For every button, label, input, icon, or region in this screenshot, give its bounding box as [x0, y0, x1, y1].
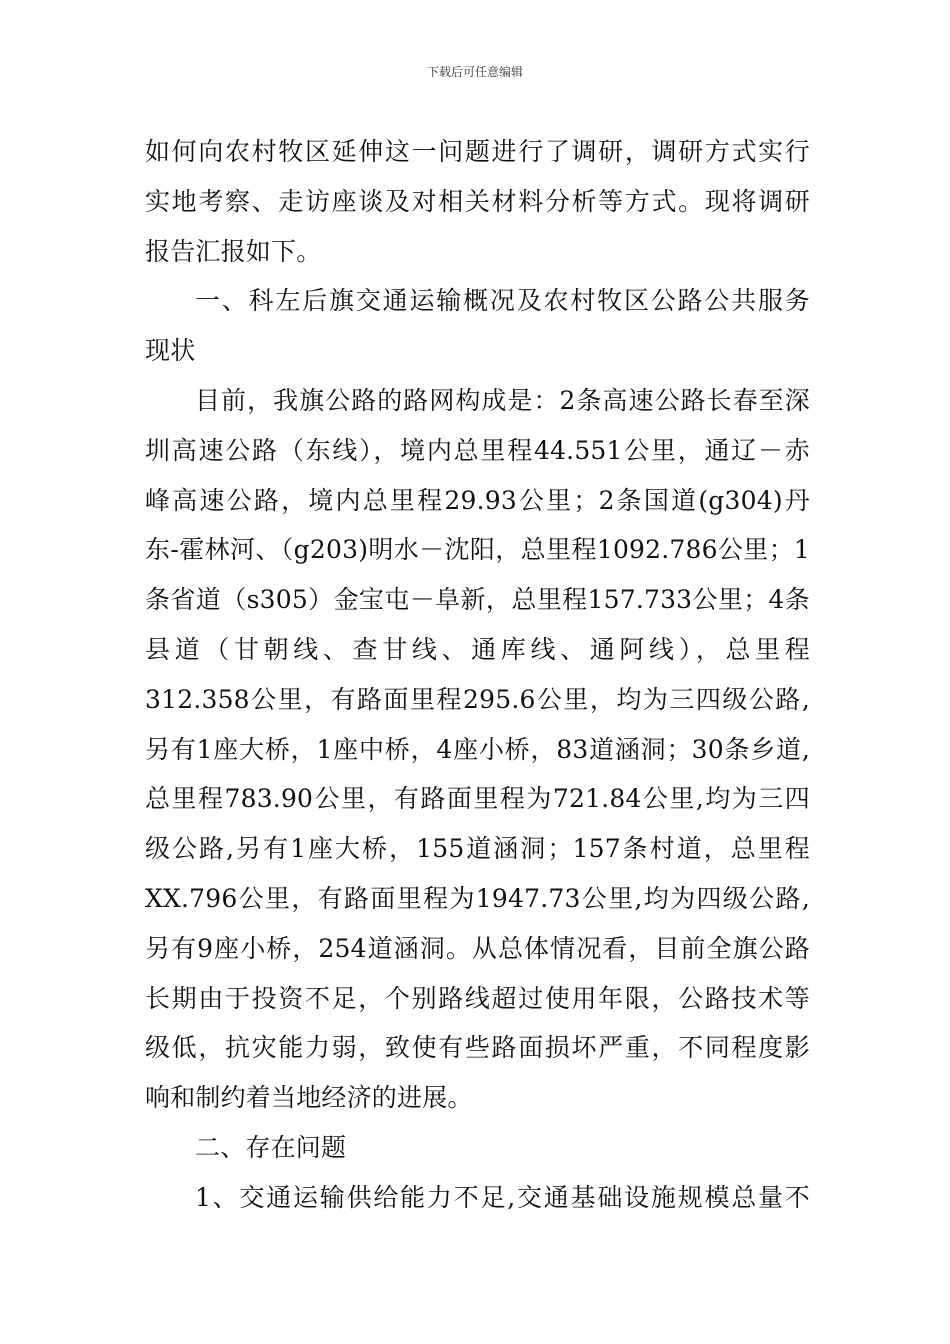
text-line: 县道（甘朝线、查甘线、通库线、通阿线），总里程 [145, 634, 810, 664]
text-line: 总里程783.90公里，有路面里程为721.84公里,均为三四 [145, 784, 810, 814]
text-line: 1、交通运输供给能力不足,交通基础设施规模总量不 [195, 1182, 810, 1212]
text-line: 东-霍林河、（g203)明水－沈阳，总里程1092.786公里；1 [145, 535, 810, 565]
text-line: 响和制约着当地经济的进展。 [145, 1083, 473, 1113]
body-text [145, 127, 810, 1223]
text-line: 实地考察、走访座谈及对相关材料分析等方式。现将调研 [145, 186, 810, 216]
text-line: 另有1座大桥，1座中桥，4座小桥，83道涵洞；30条乡道, [145, 734, 810, 764]
section-heading-line: 现状 [145, 336, 196, 366]
text-line: 长期由于投资不足，个别路线超过使用年限，公路技术等 [145, 983, 810, 1013]
text-line: 另有9座小桥，254道涵洞。从总体情况看，目前全旗公路 [145, 933, 810, 963]
section-heading-line: 二、存在问题 [195, 1132, 347, 1162]
text-line: 圳高速公路（东线），境内总里程44.551公里，通辽－赤 [145, 435, 810, 465]
text-line: 条省道（s305）金宝屯－阜新，总里程157.733公里；4条 [145, 585, 810, 615]
text-line: 级低，抗灾能力弱，致使有些路面损坏严重，不同程度影 [145, 1033, 810, 1063]
text-line: 级公路,另有1座大桥，155道涵洞；157条村道，总里程 [145, 834, 810, 864]
section-heading-line: 一、科左后旗交通运输概况及农村牧区公路公共服务 [195, 286, 810, 316]
text-line: 峰高速公路，境内总里程29.93公里；2条国道(g304)丹 [145, 485, 810, 515]
text-line: 如何向农村牧区延伸这一问题进行了调研，调研方式实行 [145, 137, 810, 166]
text-line: 312.358公里，有路面里程295.6公里，均为三四级公路, [145, 684, 810, 714]
page-header: 下载后可任意编辑 [426, 65, 523, 79]
text-line: XX.796公里，有路面里程为1947.73公里,均为四级公路, [145, 883, 810, 913]
text-line: 报告汇报如下。 [145, 236, 322, 266]
text-line: 目前，我旗公路的路网构成是：2条高速公路长春至深 [195, 385, 810, 415]
